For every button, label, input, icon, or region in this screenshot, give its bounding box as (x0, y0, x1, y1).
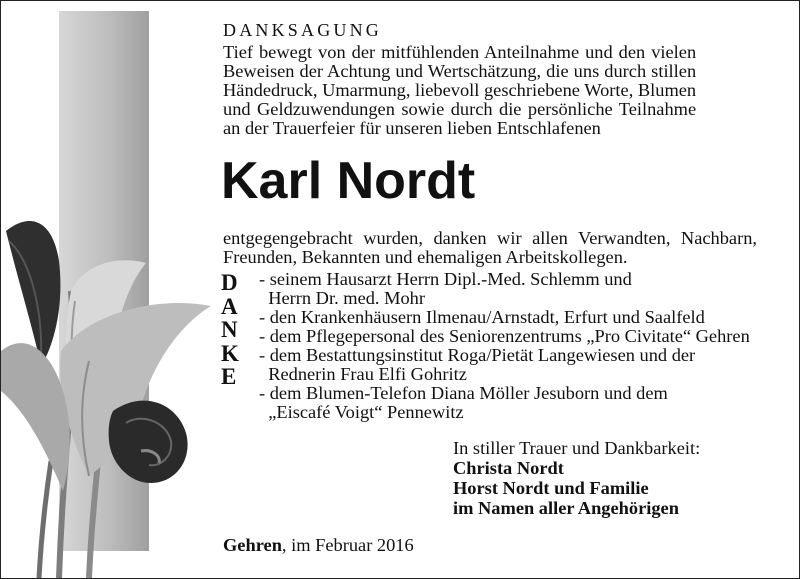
intro-line: und Geldzuwendungen sowie durch die persönliche Teilnahme (223, 99, 697, 119)
intro-line: Tief bewegt von der mitfühlenden Anteilnahme und den vielen (223, 42, 697, 62)
thanks-item: Rednerin Frau Elfi Gohritz (259, 364, 467, 384)
calla-lily-icon (1, 201, 221, 578)
intro-paragraph (223, 43, 696, 138)
closing-block (453, 439, 700, 519)
thanks-item: Herrn Dr. med. Mohr (259, 288, 425, 308)
closing-intro: In stiller Trauer und Dankbarkeit: (453, 438, 701, 458)
signatory: im Namen aller Angehörigen (453, 498, 679, 518)
danke-letter: N (221, 317, 238, 342)
thanks-item: - dem Pflegepersonal des Seniorenzentrums „Pro Civitate“ Gehren (259, 326, 750, 346)
thanks-intro-line: Freunden, Bekannten und ehemaligen Arbeitskollegen. (223, 247, 628, 267)
intro-line: an der Trauerfeier für unseren lieben Entschlafenen (223, 118, 601, 138)
deceased-name: Karl Nordt (221, 152, 476, 210)
footer-place-date (223, 536, 414, 555)
heading-danksagung: DANKSAGUNG (223, 20, 383, 40)
intro-line: Beweisen der Achtung und Wertschätzung, die uns durch stillen (223, 61, 697, 81)
thanks-item: - dem Blumen-Telefon Diana Möller Jesuborn und dem (259, 383, 668, 403)
intro-line: Händedruck, Umarmung, liebevoll geschriebene Worte, Blumen (223, 80, 697, 100)
danke-letter: E (221, 364, 237, 389)
signatory: Christa Nordt (453, 458, 564, 478)
danke-vertical-letters (221, 271, 239, 389)
thanks-item: - den Krankenhäusern Ilmenau/Arnstadt, Erfurt und Saalfeld (259, 307, 705, 327)
thanks-intro-paragraph (223, 229, 757, 267)
footer-place: Gehren (223, 535, 282, 555)
thanks-item: „Eiscafé Voigt“ Pennewitz (259, 402, 464, 422)
danke-letter: A (221, 293, 238, 319)
thanks-intro-line: entgegengebracht wurden, danken wir allen Verwandten, Nachbarn, (223, 228, 757, 248)
thanks-item: - dem Bestattungsinstitut Roga/Pietät Langewiesen und der (259, 345, 696, 365)
thanks-item: - seinem Hausarzt Herrn Dipl.-Med. Schlemm und (259, 269, 632, 289)
danke-letter: K (221, 340, 239, 366)
signatory: Horst Nordt und Familie (453, 478, 649, 498)
thanks-list (259, 270, 750, 422)
danke-letter: D (221, 270, 238, 295)
footer-date: , im Februar 2016 (281, 535, 414, 555)
